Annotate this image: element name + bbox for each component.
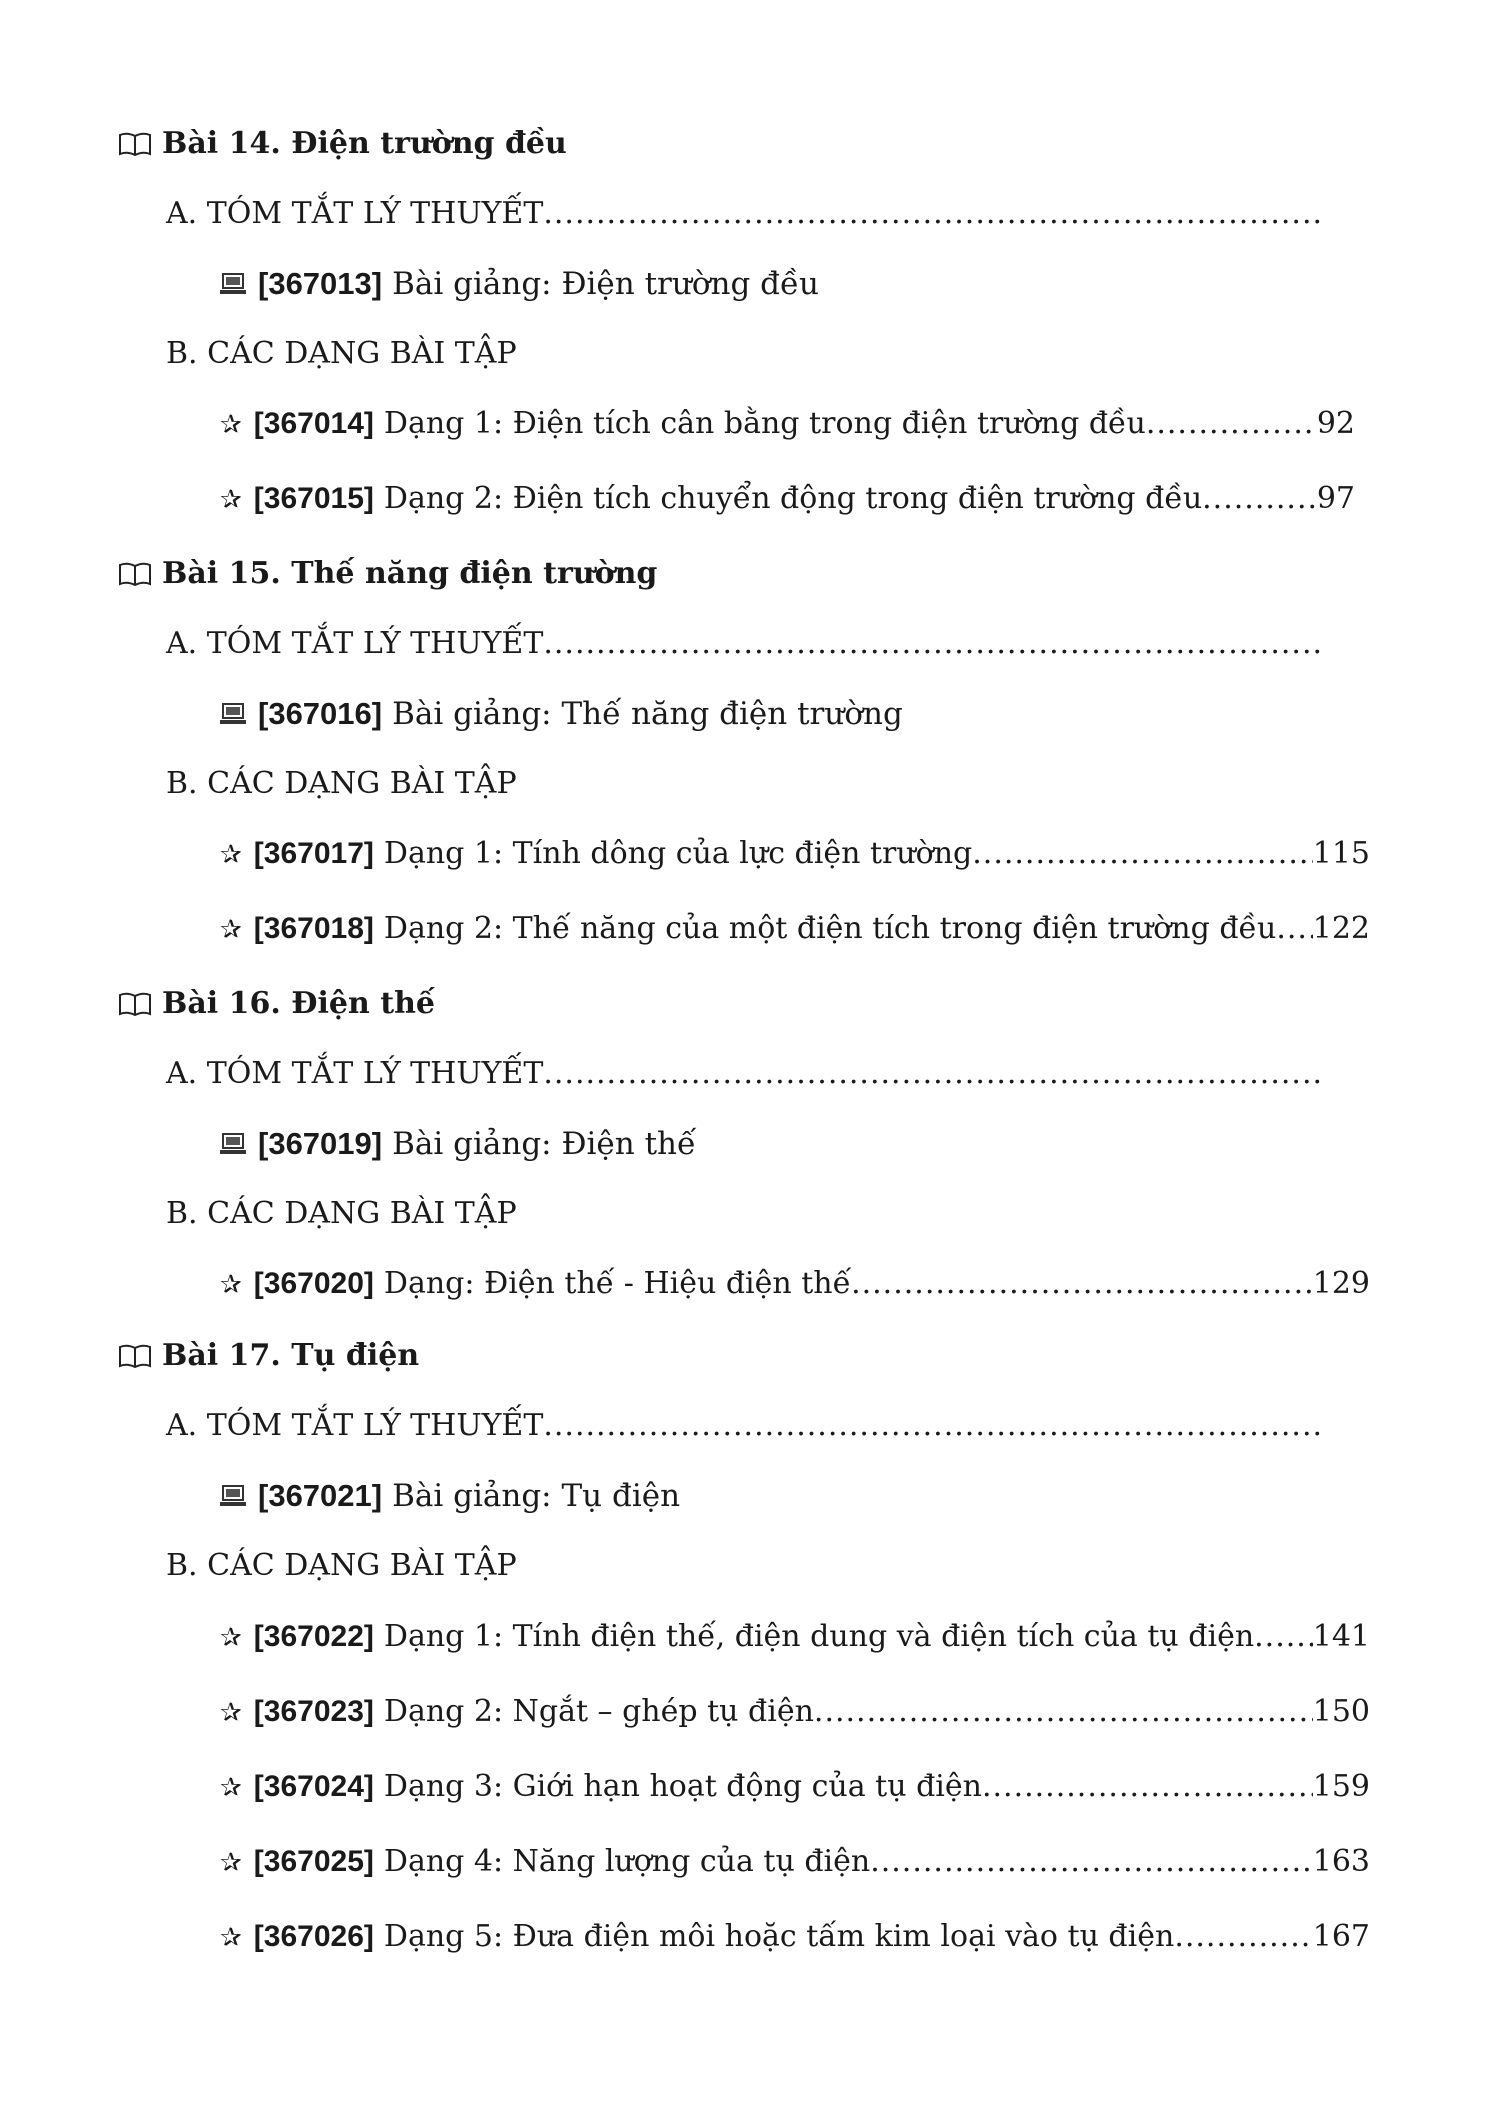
theory-label: A. TÓM TẮT LÝ THUYẾT xyxy=(166,1056,544,1091)
form-entry[interactable] xyxy=(220,1694,1370,1729)
form-title: Dạng 4: Năng lượng của tụ điện xyxy=(383,1844,871,1879)
lecture-entry[interactable] xyxy=(220,1126,696,1162)
lesson-title: Bài 15. Thế năng điện trường xyxy=(162,556,658,591)
dot-leader xyxy=(814,1694,1313,1729)
form-entry[interactable] xyxy=(220,481,1355,516)
form-entry[interactable] xyxy=(220,406,1355,441)
dot-leader xyxy=(1276,911,1312,946)
dot-leader xyxy=(543,196,1320,231)
book-icon xyxy=(118,1343,152,1369)
form-title: Dạng 1: Điện tích cân bằng trong điện trường đều xyxy=(383,406,1146,441)
page-number: 122 xyxy=(1312,911,1370,946)
form-code: [367025] xyxy=(253,1845,374,1878)
laptop-icon xyxy=(220,1132,246,1156)
form-code: [367020] xyxy=(253,1267,374,1300)
book-icon xyxy=(118,991,152,1017)
page-number: 141 xyxy=(1312,1619,1370,1654)
form-title: Dạng 3: Giới hạn hoạt động của tụ điện xyxy=(383,1769,982,1804)
exercises-heading xyxy=(166,1196,517,1231)
form-entry[interactable] xyxy=(220,1844,1370,1879)
book-icon xyxy=(118,131,152,157)
laptop-icon xyxy=(220,272,246,296)
page-number: 150 xyxy=(1312,1694,1370,1729)
theory-entry[interactable] xyxy=(166,196,1320,231)
star-icon: ✰ xyxy=(220,1848,242,1878)
page-number: 163 xyxy=(1312,1844,1370,1879)
book-icon xyxy=(118,561,152,587)
exercises-label: B. CÁC DẠNG BÀI TẬP xyxy=(166,1548,517,1583)
form-code: [367024] xyxy=(253,1770,374,1803)
exercises-label: B. CÁC DẠNG BÀI TẬP xyxy=(166,336,517,371)
lesson-heading[interactable] xyxy=(118,986,435,1021)
form-code: [367017] xyxy=(253,837,374,870)
laptop-icon xyxy=(220,702,246,726)
lecture-title: Bài giảng: Thế năng điện trường xyxy=(392,696,903,732)
dot-leader xyxy=(851,1266,1313,1301)
theory-entry[interactable] xyxy=(166,1408,1320,1443)
lesson-title: Bài 16. Điện thế xyxy=(162,986,435,1021)
form-entry[interactable] xyxy=(220,1919,1370,1954)
lecture-entry[interactable] xyxy=(220,1478,680,1514)
lecture-code: [367016] xyxy=(258,696,383,731)
exercises-heading xyxy=(166,1548,517,1583)
form-entry[interactable] xyxy=(220,911,1370,946)
page-number: 115 xyxy=(1312,836,1370,871)
lecture-code: [367013] xyxy=(258,266,383,301)
lesson-heading[interactable] xyxy=(118,556,657,591)
page-number: 129 xyxy=(1312,1266,1370,1301)
form-title: Dạng 1: Tính điện thế, điện dung và điện tích của tụ điện xyxy=(383,1619,1255,1654)
theory-entry[interactable] xyxy=(166,1056,1320,1091)
dot-leader xyxy=(1202,481,1317,516)
page-number: 167 xyxy=(1312,1919,1370,1954)
lesson-heading[interactable] xyxy=(118,1338,419,1373)
star-icon: ✰ xyxy=(220,1270,242,1300)
form-code: [367014] xyxy=(253,407,374,440)
dot-leader xyxy=(972,836,1312,871)
lecture-entry[interactable] xyxy=(220,266,819,302)
star-icon: ✰ xyxy=(220,915,242,945)
form-code: [367015] xyxy=(253,482,374,515)
form-title: Dạng 2: Điện tích chuyển động trong điện trường đều xyxy=(383,481,1203,516)
theory-label: A. TÓM TẮT LÝ THUYẾT xyxy=(166,196,544,231)
page-number: 159 xyxy=(1312,1769,1370,1804)
lecture-entry[interactable] xyxy=(220,696,903,732)
exercises-label: B. CÁC DẠNG BÀI TẬP xyxy=(166,1196,517,1231)
page-number: 92 xyxy=(1316,406,1355,441)
star-icon: ✰ xyxy=(220,840,242,870)
exercises-label: B. CÁC DẠNG BÀI TẬP xyxy=(166,766,517,801)
lesson-title: Bài 14. Điện trường đều xyxy=(162,126,567,161)
form-code: [367022] xyxy=(253,1620,374,1653)
lecture-title: Bài giảng: Điện thế xyxy=(392,1126,697,1162)
lecture-code: [367021] xyxy=(258,1478,383,1513)
dot-leader xyxy=(1146,406,1317,441)
dot-leader xyxy=(543,1056,1320,1091)
lecture-title: Bài giảng: Tụ điện xyxy=(392,1478,681,1514)
lesson-title: Bài 17. Tụ điện xyxy=(162,1338,420,1373)
lecture-title: Bài giảng: Điện trường đều xyxy=(392,266,820,302)
form-title: Dạng 5: Đưa điện môi hoặc tấm kim loại vào tụ điện xyxy=(383,1919,1175,1954)
exercises-heading xyxy=(166,766,517,801)
star-icon: ✰ xyxy=(220,485,242,515)
page-number: 97 xyxy=(1316,481,1355,516)
form-code: [367023] xyxy=(253,1695,374,1728)
form-title: Dạng 2: Thế năng của một điện tích trong điện trường đều xyxy=(383,911,1277,946)
exercises-heading xyxy=(166,336,517,371)
theory-entry[interactable] xyxy=(166,626,1320,661)
form-code: [367026] xyxy=(253,1920,374,1953)
star-icon: ✰ xyxy=(220,1773,242,1803)
theory-label: A. TÓM TẮT LÝ THUYẾT xyxy=(166,1408,544,1443)
theory-label: A. TÓM TẮT LÝ THUYẾT xyxy=(166,626,544,661)
lesson-heading[interactable] xyxy=(118,126,567,161)
star-icon: ✰ xyxy=(220,1623,242,1653)
laptop-icon xyxy=(220,1484,246,1508)
form-code: [367018] xyxy=(253,912,374,945)
form-entry[interactable] xyxy=(220,1769,1370,1804)
dot-leader xyxy=(543,626,1320,661)
form-entry[interactable] xyxy=(220,1266,1370,1301)
form-title: Dạng: Điện thế - Hiệu điện thế xyxy=(383,1266,852,1301)
star-icon: ✰ xyxy=(220,1923,242,1953)
dot-leader xyxy=(982,1769,1313,1804)
dot-leader xyxy=(543,1408,1320,1443)
dot-leader xyxy=(1174,1919,1312,1954)
dot-leader xyxy=(1254,1619,1313,1654)
form-title: Dạng 1: Tính dông của lực điện trường xyxy=(383,836,973,871)
star-icon: ✰ xyxy=(220,1698,242,1728)
star-icon: ✰ xyxy=(220,410,242,440)
form-entry[interactable] xyxy=(220,836,1370,871)
form-entry[interactable] xyxy=(220,1619,1370,1654)
lecture-code: [367019] xyxy=(258,1126,383,1161)
dot-leader xyxy=(870,1844,1313,1879)
form-title: Dạng 2: Ngắt – ghép tụ điện xyxy=(383,1694,814,1729)
